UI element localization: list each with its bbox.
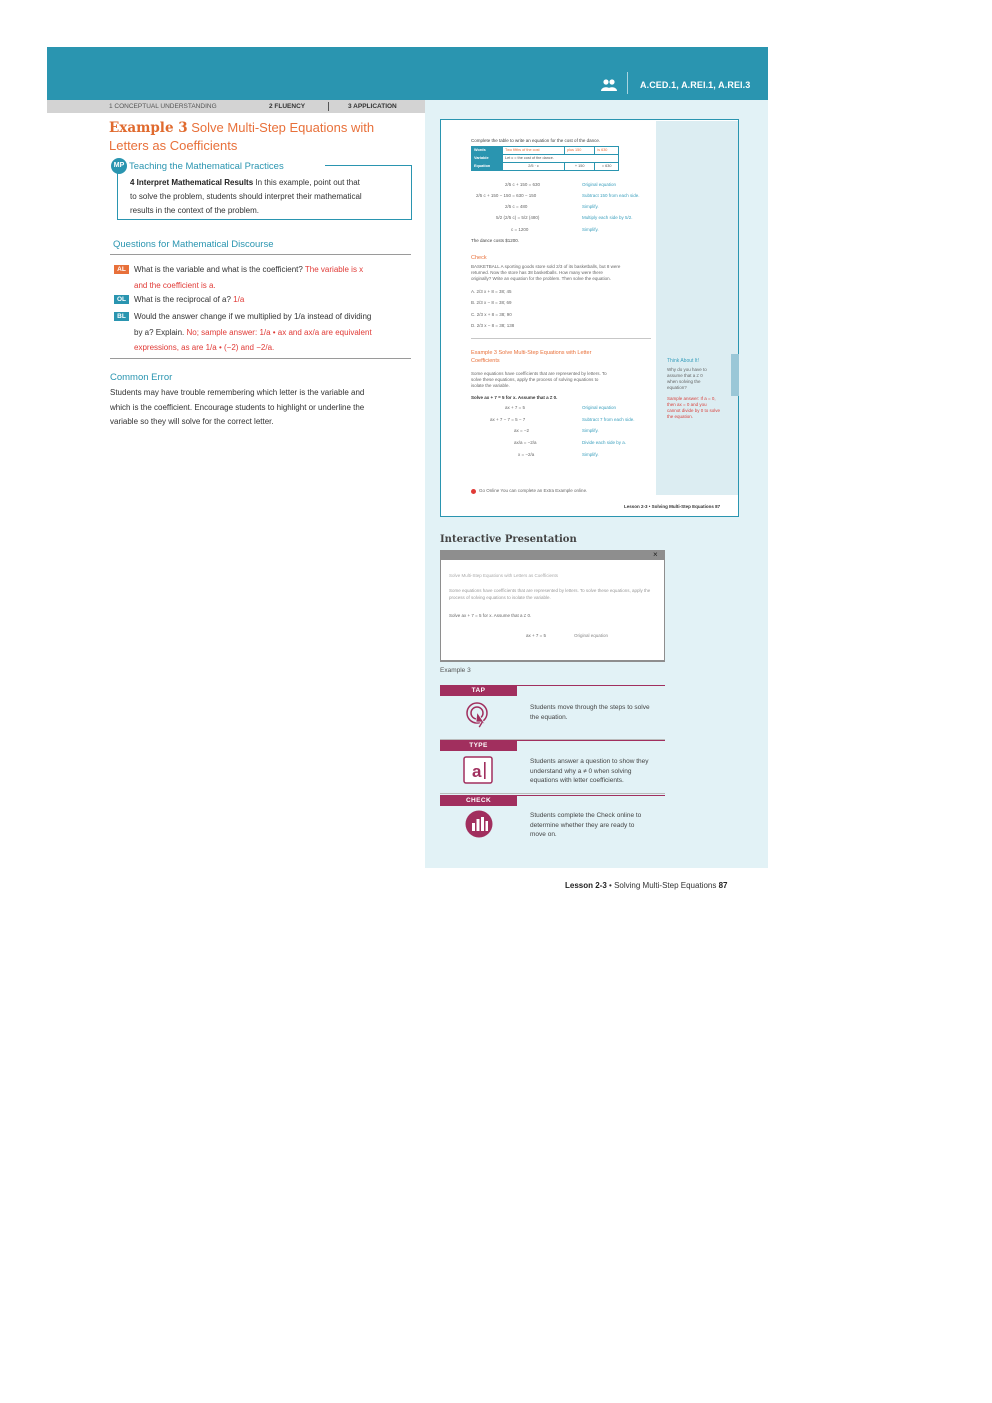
thumb-check-line1: BASKETBALL A sporting goods store sold 2/3 of its basketballs, but 8 were [471,264,621,269]
example-title-line2: Letters as Coefficients [109,138,238,153]
mp-line2: to solve the problem, students should interpret their mathematical [130,192,362,201]
common-error-line2: which is the coefficient. Encourage students to highlight or underline the [110,402,365,412]
thumb-example-body1: Some equations have coefficients that are represented by letters. To [471,371,607,376]
type-line2: understand why a ≠ 0 when solving [530,767,632,775]
mp-line1: In this example, point out that [255,178,360,187]
al-tag: AL [114,265,129,274]
discourse-rule-bottom [110,358,411,359]
thumb-cell: 2/5 · c [503,163,565,171]
thumb-think-a: the equation. [667,414,694,419]
check-description [530,811,665,840]
thumb-think-q: Why do you have to [667,367,707,372]
close-icon[interactable]: × [653,550,658,559]
bl-answer-2-math: 1/a • (−2) and −2/a. [205,343,275,352]
type-line1: Students answer a question to show they [530,758,649,765]
common-error-heading: Common Error [110,372,173,383]
thumb-choice: C. 2/3 x + 8 = 38; 90 [471,312,512,317]
thumb-example-body3: isolate the variable. [471,383,510,388]
thumb-cell: + 150 [564,163,594,171]
tap-band: TAP [440,685,517,696]
slide-title: Solve Multi-Step Equations with Letters as Coefficients [449,573,558,578]
type-rule [517,740,665,741]
thumb-cell: Equation [472,163,503,171]
discourse-question-bl [114,309,410,356]
thumb-step2-eq: ax + 7 − 7 = 5 − 7 [490,417,526,422]
thumb-example-heading-2: Coefficients [471,358,500,364]
thumb-step-note: Simplify. [582,204,599,209]
standards-codes: A.CED.1, A.REI.1, A.REI.3 [640,80,751,90]
thumb-think-a: then ax = 0 and you [667,402,707,407]
page-number: 87 [718,881,728,890]
mp-line3: results in the context of the problem. [130,206,259,215]
thumb-footer: Lesson 2-3 • Solving Multi-Step Equations 87 [624,504,721,509]
stage-fluency: 2 FLUENCY [269,103,306,110]
bl-question-frac: 1/a [293,312,306,321]
check-line3: move on. [530,831,557,838]
slide-body-1: Some equations have coefficients that are represented by letters. To solve these equations, apply the [449,588,651,593]
thumb-step-eq: 2/5 c + 150 = 630 [505,182,541,187]
check-band: CHECK [440,795,517,806]
tap-line2: the equation. [530,713,568,721]
interactive-caption: Example 3 [440,667,471,674]
page-footer [565,881,728,890]
thumb-choice: B. 2/3 x − 8 = 38; 69 [471,300,512,305]
svg-text:a: a [472,762,482,781]
thumb-result: The dance costs $1200. [471,238,520,243]
mp-box-topline [325,165,411,166]
thumb-think-q: when solving the [667,379,701,384]
thumb-think-a: Sample answer: If a = 0, [667,396,716,401]
thumb-step-eq: 5/2 (2/5 c) = 5/2 (480) [496,215,540,220]
footer-separator: • [609,881,612,890]
type-band: TYPE [440,740,517,751]
thumb-step2-note: Divide each side by a. [582,440,627,445]
go-online-icon [471,489,476,494]
thumb-step-note: Multiply each side by 5/2. [582,215,633,220]
common-error-line1: Students may have trouble remembering which letter is the variable and [110,388,365,397]
tap-icon [465,701,493,729]
thumb-cell: = 630 [595,163,619,171]
discourse-heading: Questions for Mathematical Discourse [113,239,274,250]
header-divider [627,72,628,94]
thumb-solve: Solve ax + 7 = 5 for x. Assume that a ≠ 0. [471,395,558,400]
thumb-step-eq: c = 1200 [511,227,529,232]
stage-conceptual: 1 CONCEPTUAL UNDERSTANDING [109,103,217,110]
stage-separator [328,102,329,111]
bl-answer-math: 1/a • ax and ax/a [259,327,320,337]
thumb-step-note: Simplify. [582,227,599,232]
common-error-line3: variable so they will solve for the correct letter. [110,417,274,426]
mp-practice: 4 Interpret Mathematical Results [130,178,254,187]
thumb-think-q: assume that a ≠ 0 [667,373,703,378]
bl-question-2: by a? Explain. [134,327,185,337]
slide-equation: ax + 7 = 5 [526,633,547,638]
thumb-intro: Complete the table to write an equation for the cost of the dance. [471,138,601,143]
footer-title: Solving Multi-Step Equations [614,881,717,890]
discourse-rule-top [110,254,411,255]
slide-body-2: process of solving equations to isolate the variable. [449,595,551,600]
common-error-body [110,386,410,430]
check-rule [517,795,665,796]
header-band [47,47,768,100]
thumb-cell: Two fifths of the cost [503,147,565,155]
al-answer-2: and the coefficient is a. [134,280,216,290]
thumb-step2-eq: ax = −2 [514,428,530,433]
thumb-choice: A. 2/3 x + 8 = 38; 45 [471,289,512,294]
thumb-step2-note: Simplify. [582,452,599,457]
ol-answer: 1/a [233,295,245,304]
thumb-think-q: equation? [667,385,687,390]
discourse-question-ol [114,292,410,308]
mp-heading: Teaching the Mathematical Practices [129,161,284,172]
example-title [109,119,419,154]
stage-bar [47,100,425,113]
thumb-step-eq: 2/5 c + 150 − 150 = 630 − 150 [476,193,537,198]
thumb-step2-note: Subtract 7 from each side. [582,417,635,422]
type-icon [463,756,493,784]
thumb-cell: is 630 [595,147,619,155]
thumb-think-heading: Think About It! [667,358,699,364]
al-question: What is the variable and what is the coefficient? [134,265,303,274]
thumb-cell: Words [472,147,503,155]
tap-line1: Students move through the steps to solve [530,704,650,711]
discourse-question-al [114,262,410,293]
thumb-step-note: Subtract 150 from each side. [582,193,640,198]
example-label: Example 3 [109,120,188,136]
thumb-example-body2: solve these equations, apply the process of solving equations to [471,377,599,382]
footer-lesson: Lesson 2-3 [565,881,607,890]
thumbnail-tab [731,354,739,396]
al-answer-1: The variable is x [304,265,364,274]
tap-description [530,703,665,722]
bl-answer-2: expressions, as are [134,343,204,352]
mp-body [130,176,408,218]
thumb-table [471,146,619,171]
type-description [530,757,665,786]
thumb-example-heading: Example 3 Solve Multi-Step Equations with Letter [471,350,592,356]
thumb-step-note: Original equation [582,182,617,187]
thumb-cell: Let c = the cost of the dance. [503,155,619,163]
thumb-check-line3: originally? Write an equation for the problem. Then solve the equation. [471,276,611,281]
type-line3: equations with letter coefficients. [530,777,624,784]
bl-tag: BL [114,312,129,321]
example-title-line1: Solve Multi-Step Equations with [191,120,375,135]
thumb-think-a: cannot divide by 0 to solve [667,408,721,413]
bl-answer-1: No; sample answer: [186,327,258,337]
bl-question-end: instead of dividing [307,312,372,321]
check-chart-icon [465,810,493,838]
tap-rule [517,685,665,686]
feature-divider [440,793,665,794]
thumb-step2-eq: ax + 7 = 5 [505,405,526,410]
thumb-step2-note: Simplify. [582,428,599,433]
thumb-rule [471,338,651,339]
ol-question: What is the reciprocal of a? [134,295,231,304]
people-icon [601,78,617,92]
mp-icon: MP [111,158,127,174]
bl-question-1: Would the answer change if we multiplied by [134,312,292,321]
thumb-cell: Variable [472,155,503,163]
interactive-title: Interactive Presentation [440,534,577,545]
thumb-step-eq: 2/5 c = 480 [505,204,528,209]
thumb-check-heading: Check [471,255,487,261]
ol-tag: OL [114,295,129,304]
thumb-step2-eq: x = −2/a [518,452,535,457]
check-line1: Students complete the Check online to [530,812,642,819]
thumb-choice: D. 2/3 x − 8 = 38; 138 [471,323,515,328]
thumb-step2-eq: ax/a = −2/a [514,440,537,445]
check-line2: determine whether they are ready to [530,821,635,829]
slide-solve: Solve ax + 7 = 5 for x. Assume that a ≠ 0. [449,613,532,618]
slide-equation-note: Original equation [574,633,609,638]
bl-answer-end: are equivalent [321,327,372,337]
stage-application: 3 APPLICATION [348,103,397,110]
thumb-step2-note: Original equation [582,405,617,410]
thumb-check-line2: returned. Now the store has 38 basketballs. How many were there [471,270,603,275]
thumb-go-online: Go Online You can complete an Extra Example online. [479,488,588,493]
thumbnail-sidebar [656,121,738,495]
thumb-cell: plus 150 [564,147,594,155]
